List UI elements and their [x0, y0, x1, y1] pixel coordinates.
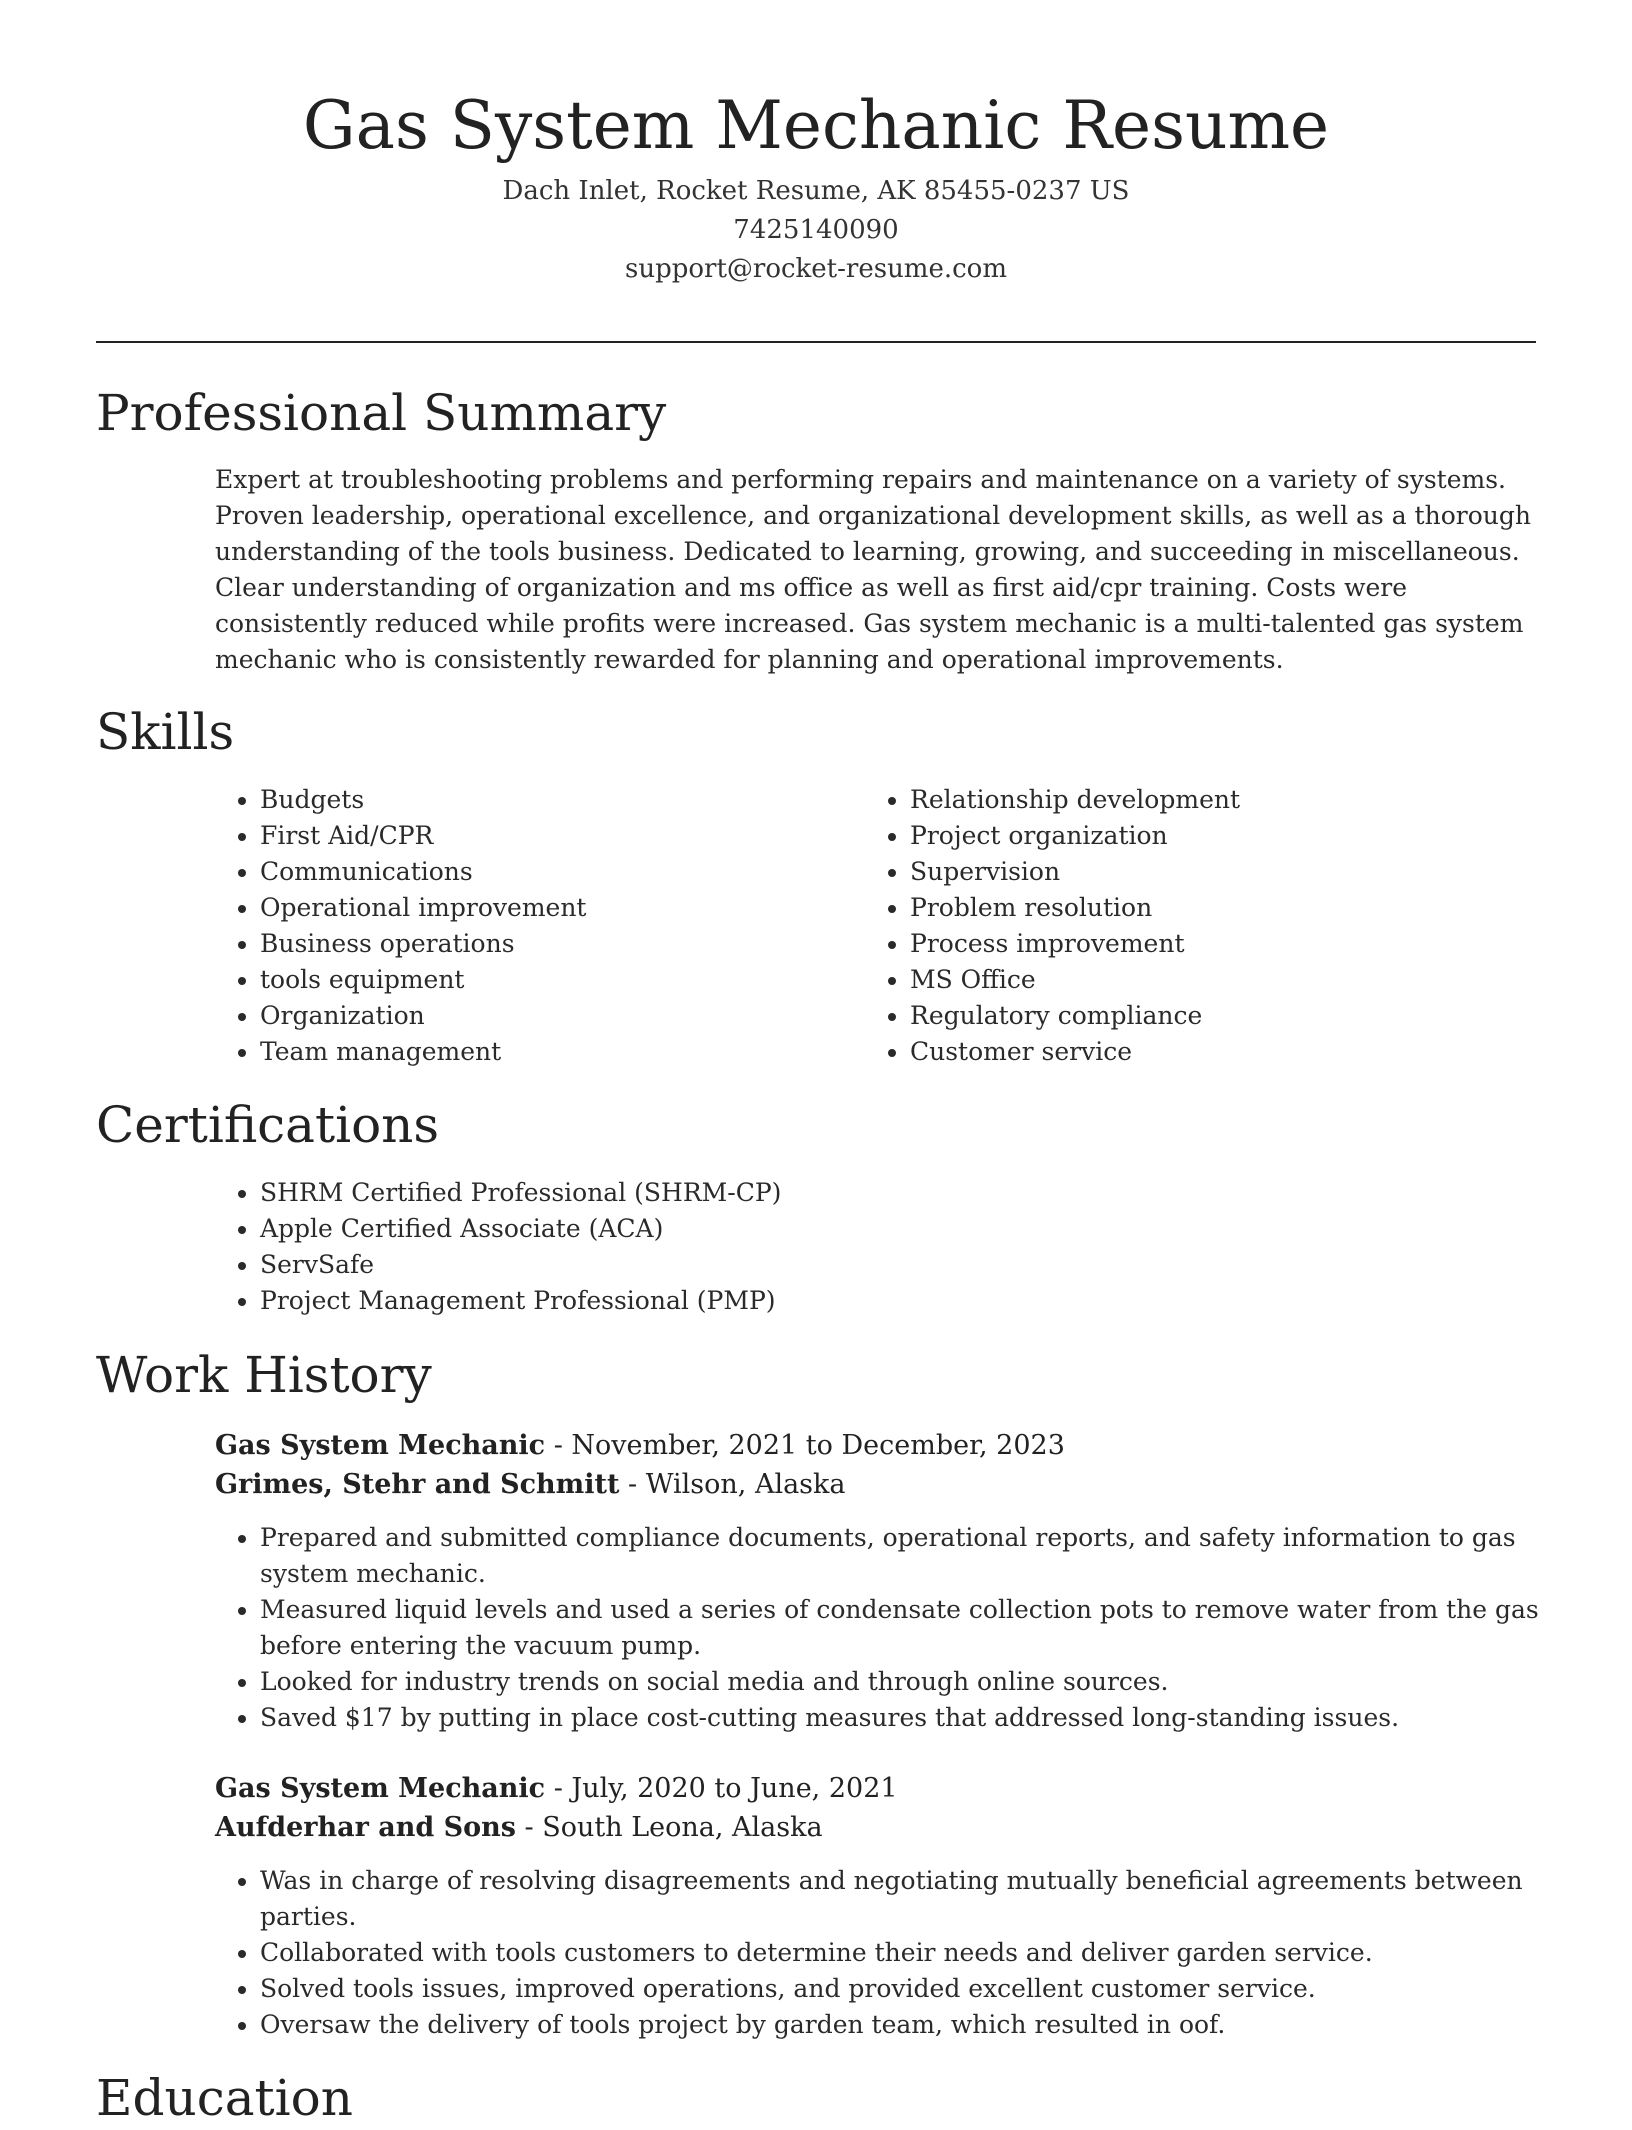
skill-item: • Organization [260, 998, 900, 1034]
certification-item: • SHRM Certified Professional (SHRM-CP) [260, 1175, 1560, 1211]
certifications-heading: Certifications [96, 1096, 440, 1154]
job-dates: November, 2021 to December, 2023 [571, 1430, 1065, 1461]
skill-item: • Supervision [910, 854, 1550, 890]
skill-item: • Regulatory compliance [910, 998, 1550, 1034]
skill-item: • Problem resolution [910, 890, 1550, 926]
header-divider [96, 341, 1536, 343]
skills-list-right [866, 782, 1550, 1070]
skill-item: • Operational improvement [260, 890, 900, 926]
job-duties-list [216, 1520, 1580, 1736]
skill-item: • Relationship development [910, 782, 1550, 818]
job-company: Grimes, Stehr and Schmitt [215, 1469, 620, 1500]
work-history-heading: Work History [96, 1346, 432, 1404]
job-title-line: Gas System Mechanic - November, 2021 to December, 2023 [215, 1430, 1065, 1461]
skill-item: • Customer service [910, 1034, 1550, 1070]
certification-item: • Project Management Professional (PMP) [260, 1283, 1560, 1319]
job-location: Wilson, Alaska [645, 1469, 846, 1500]
job-company-line: Grimes, Stehr and Schmitt - Wilson, Alaska [215, 1469, 846, 1500]
job-company-line: Aufderhar and Sons - South Leona, Alaska [215, 1812, 823, 1843]
job-location: South Leona, Alaska [542, 1812, 823, 1843]
certification-item: • Apple Certified Associate (ACA) [260, 1211, 1560, 1247]
summary-text: Expert at troubleshooting problems and performing repairs and maintenance on a variety of systems. Proven leadership, operational excellence, and organizational development skills, as well as a thorough understanding of the tools business. Dedicated to learning, growing, and succeeding in miscellaneous. Clear understanding of organization and ms office as well as first aid/cpr training. Costs were consistently reduced while profits were increased. Gas system mechanic is a multi-talented gas system mechanic who is consistently rewarded for planning and operational improvements. [215, 465, 1531, 674]
skills-list-left [216, 782, 900, 1070]
certification-item: • ServSafe [260, 1247, 1560, 1283]
job-role: Gas System Mechanic [215, 1773, 546, 1804]
summary-heading: Professional Summary [96, 384, 667, 442]
resume-title: Gas System Mechanic Resume [302, 87, 1330, 164]
skill-item: • Budgets [260, 782, 900, 818]
skill-item: • Business operations [260, 926, 900, 962]
duty-item: • Oversaw the delivery of tools project by garden team, which resulted in oof. [260, 2007, 1580, 2043]
duty-item: • Was in charge of resolving disagreements and negotiating mutually beneficial agreements between parties. [260, 1863, 1580, 1935]
duty-item: • Saved $17 by putting in place cost-cutting measures that addressed long-standing issues. [260, 1700, 1580, 1736]
contact-email: support@rocket-resume.com [624, 254, 1007, 284]
certifications-list [216, 1175, 1560, 1319]
duty-item: • Looked for industry trends on social media and through online sources. [260, 1664, 1580, 1700]
contact-phone: 7425140090 [733, 215, 899, 245]
job-role: Gas System Mechanic [215, 1430, 546, 1461]
contact-address: Dach Inlet, Rocket Resume, AK 85455-0237 US [502, 176, 1130, 206]
skill-item: • Communications [260, 854, 900, 890]
skill-item: • Process improvement [910, 926, 1550, 962]
duty-item: • Measured liquid levels and used a series of condensate collection pots to remove water from the gas before entering the vacuum pump. [260, 1592, 1580, 1664]
job-title-line: Gas System Mechanic - July, 2020 to June, 2021 [215, 1773, 898, 1804]
education-heading: Education [96, 2069, 353, 2127]
skills-heading: Skills [96, 703, 235, 761]
skill-item: • tools equipment [260, 962, 900, 998]
skill-item: • Team management [260, 1034, 900, 1070]
duty-item: • Solved tools issues, improved operations, and provided excellent customer service. [260, 1971, 1580, 2007]
job-dates: July, 2020 to June, 2021 [571, 1773, 898, 1804]
skill-item: • MS Office [910, 962, 1550, 998]
job-company: Aufderhar and Sons [215, 1812, 516, 1843]
skill-item: • Project organization [910, 818, 1550, 854]
resume-header [96, 80, 1536, 289]
duty-item: • Collaborated with tools customers to determine their needs and deliver garden service. [260, 1935, 1580, 1971]
job-duties-list [216, 1863, 1580, 2043]
duty-item: • Prepared and submitted compliance documents, operational reports, and safety information to gas system mechanic. [260, 1520, 1580, 1592]
skill-item: • First Aid/CPR [260, 818, 900, 854]
